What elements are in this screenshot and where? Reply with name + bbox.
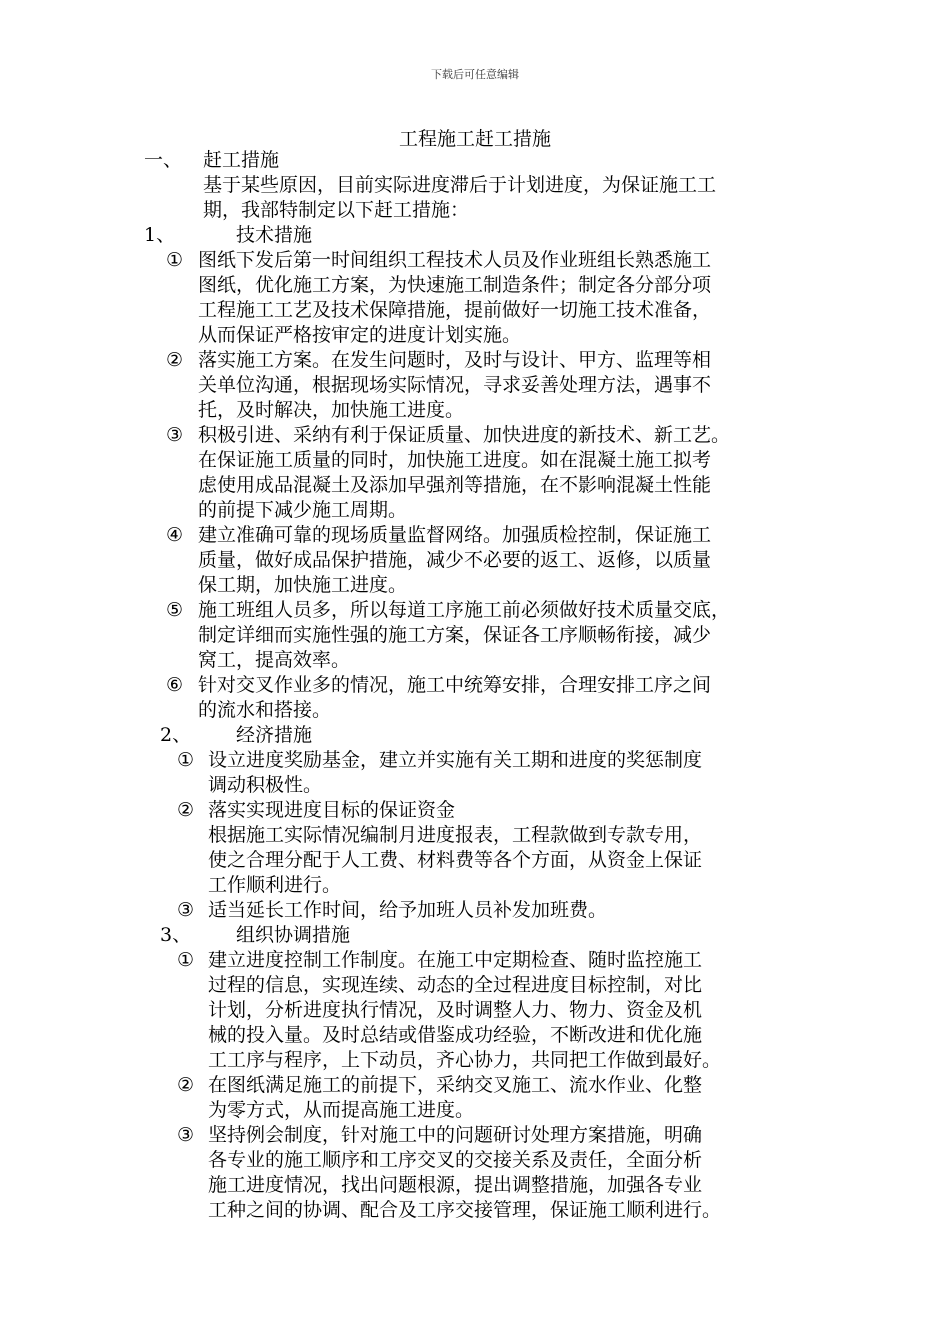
item-marker: ③ <box>166 424 184 446</box>
item-line: 计划，分析进度执行情况，及时调整人力、物力、资金及机 <box>208 999 703 1021</box>
item-line: 落实施工方案。在发生问题时，及时与设计、甲方、监理等相 <box>198 349 712 371</box>
item-line: 设立进度奖励基金，建立并实施有关工期和进度的奖惩制度 <box>208 749 703 771</box>
item-marker: ⑥ <box>166 674 184 696</box>
item-line: 虑使用成品混凝土及添加早强剂等措施，在不影响混凝土性能 <box>198 474 712 496</box>
item-line: 窝工，提高效率。 <box>198 649 351 671</box>
intro-line: 基于某些原因，目前实际进度滞后于计划进度，为保证施工工 <box>203 174 717 196</box>
item-line: 工程施工工艺及技术保障措施，提前做好一切施工技术准备， <box>198 299 712 321</box>
item-line: 在图纸满足施工的前提下，采纳交叉施工、流水作业、化整 <box>208 1074 703 1096</box>
item-line: 质量，做好成品保护措施，减少不必要的返工、返修，以质量 <box>198 549 712 571</box>
item-line: 根据施工实际情况编制月进度报表，工程款做到专款专用， <box>208 824 703 846</box>
item-line: 图纸下发后第一时间组织工程技术人员及作业班组长熟悉施工 <box>198 249 712 271</box>
item-line: 的流水和搭接。 <box>198 699 332 721</box>
item-marker: ③ <box>177 899 195 921</box>
item-line: 各专业的施工顺序和工序交叉的交接关系及责任，全面分析 <box>208 1149 703 1171</box>
item-line: 坚持例会制度，针对施工中的问题研讨处理方案措施，明确 <box>208 1124 703 1146</box>
item-marker: ① <box>177 949 195 971</box>
item-line: 图纸，优化施工方案，为快速施工制造条件；制定各分部分项 <box>198 274 712 296</box>
item-line: 的前提下减少施工周期。 <box>198 499 408 521</box>
intro-line: 期，我部特制定以下赶工措施： <box>203 199 470 221</box>
item-marker: ① <box>166 249 184 271</box>
doc-title: 工程施工赶工措施 <box>398 128 551 150</box>
subsection-2-heading: 经济措施 <box>236 724 313 746</box>
item-line: 调动积极性。 <box>208 774 323 796</box>
subsection-2-number: 2、 <box>160 724 192 746</box>
item-line: 施工进度情况，找出问题根源，提出调整措施，加强各专业 <box>208 1174 703 1196</box>
item-line: 积极引进、采纳有利于保证质量、加快进度的新技术、新工艺。 <box>198 424 731 446</box>
subsection-3-heading: 组织协调措施 <box>236 924 351 946</box>
item-marker: ② <box>166 349 184 371</box>
subsection-3-number: 3、 <box>160 924 192 946</box>
page-header: 下载后可任意编辑 <box>431 68 519 81</box>
section-1-heading: 赶工措施 <box>203 149 280 171</box>
item-line: 从而保证严格按审定的进度计划实施。 <box>198 324 522 346</box>
item-marker: ② <box>177 799 195 821</box>
item-marker: ① <box>177 749 195 771</box>
item-line: 关单位沟通，根据现场实际情况，寻求妥善处理方法，遇事不 <box>198 374 712 396</box>
item-line: 工种之间的协调、配合及工序交接管理，保证施工顺利进行。 <box>208 1199 722 1221</box>
item-marker: ② <box>177 1074 195 1096</box>
subsection-1-number: 1、 <box>144 224 176 246</box>
item-line: 械的投入量。及时总结或借鉴成功经验，不断改进和优化施 <box>208 1024 703 1046</box>
item-line: 制定详细而实施性强的施工方案，保证各工序顺畅衔接，减少 <box>198 624 712 646</box>
item-line: 针对交叉作业多的情况，施工中统筹安排，合理安排工序之间 <box>198 674 712 696</box>
item-line: 过程的信息，实现连续、动态的全过程进度目标控制，对比 <box>208 974 703 996</box>
item-marker: ③ <box>177 1124 195 1146</box>
item-line: 工作顺利进行。 <box>208 874 342 896</box>
item-line: 建立准确可靠的现场质量监督网络。加强质检控制，保证施工 <box>198 524 712 546</box>
item-line: 托，及时解决，加快施工进度。 <box>198 399 465 421</box>
item-line: 保工期，加快施工进度。 <box>198 574 408 596</box>
item-line: 适当延长工作时间，给予加班人员补发加班费。 <box>208 899 608 921</box>
item-line: 为零方式，从而提高施工进度。 <box>208 1099 475 1121</box>
item-line: 工工序与程序，上下动员，齐心协力，共同把工作做到最好。 <box>208 1049 722 1071</box>
item-line: 在保证施工质量的同时，加快施工进度。如在混凝土施工拟考 <box>198 449 712 471</box>
item-line: 落实实现进度目标的保证资金 <box>208 799 456 821</box>
item-marker: ⑤ <box>166 599 184 621</box>
section-1-number: 一、 <box>144 149 183 171</box>
item-line: 使之合理分配于人工费、材料费等各个方面，从资金上保证 <box>208 849 703 871</box>
item-marker: ④ <box>166 524 184 546</box>
item-line: 建立进度控制工作制度。在施工中定期检查、随时监控施工 <box>208 949 703 971</box>
subsection-1-heading: 技术措施 <box>236 224 313 246</box>
item-line: 施工班组人员多，所以每道工序施工前必须做好技术质量交底， <box>198 599 731 621</box>
